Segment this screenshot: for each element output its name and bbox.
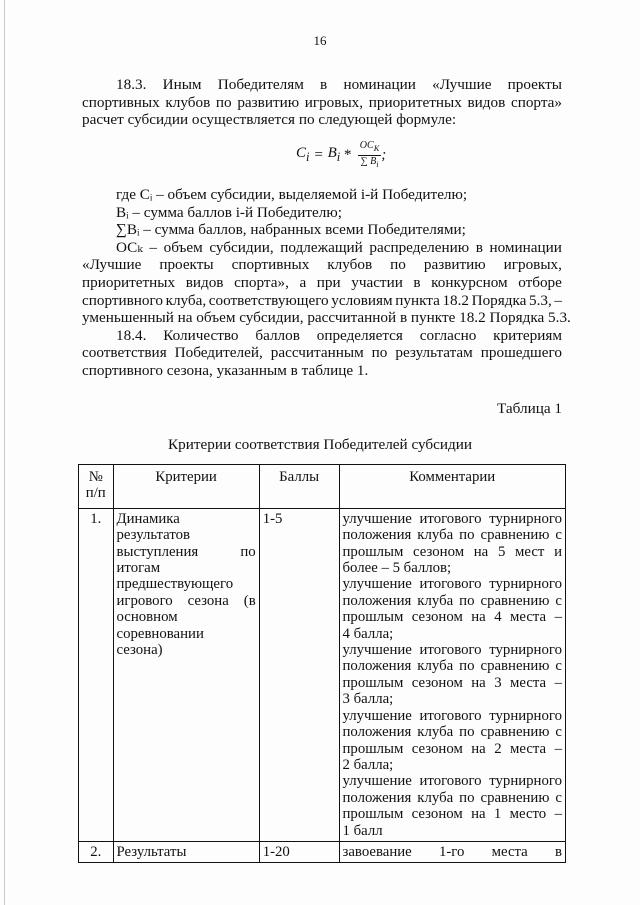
text-line <box>82 344 562 362</box>
word: места <box>510 740 547 757</box>
cell-line <box>343 790 562 806</box>
word: – <box>554 806 562 823</box>
word: – <box>554 740 562 757</box>
word: по <box>371 344 388 362</box>
paragraph-18-4 <box>82 327 562 380</box>
cell-line <box>343 708 562 724</box>
word: на <box>471 740 486 757</box>
word: сезона) <box>116 642 163 659</box>
word: по <box>459 592 475 609</box>
formula <box>296 140 386 171</box>
word: завоевание <box>342 843 412 860</box>
word: клубов <box>165 93 211 111</box>
word: – <box>554 674 562 691</box>
table-title: Критерии соответствия Победителей субсидии <box>168 436 472 453</box>
header-points: Баллы <box>259 465 339 509</box>
word: Количество <box>163 326 239 344</box>
word: 5.3, <box>528 291 552 309</box>
word: улучшение <box>342 773 412 790</box>
cell-line <box>343 626 562 642</box>
word: с <box>555 658 562 675</box>
cell-line <box>117 527 256 543</box>
text-line <box>82 362 562 380</box>
word: сезоном <box>411 740 463 757</box>
word: сезоном <box>411 609 463 626</box>
word: 18.2 <box>442 291 470 309</box>
word: в <box>475 238 483 256</box>
paragraph-18-3 <box>82 76 562 129</box>
word: спортивного <box>82 291 163 309</box>
word: определяется <box>316 326 403 344</box>
word: 1 <box>493 806 502 823</box>
word: клуба <box>417 789 454 806</box>
cell-line <box>343 593 562 609</box>
word: 18.3. <box>116 76 147 93</box>
word: 18.4. <box>116 326 147 344</box>
row-comments <box>339 841 565 862</box>
word: места <box>491 843 528 860</box>
word: место <box>509 806 547 823</box>
word: подлежащий <box>280 238 363 256</box>
cell-line <box>343 527 562 543</box>
word: улучшение <box>342 510 412 527</box>
word: турнирного <box>489 576 562 593</box>
word: 2 <box>494 740 502 757</box>
row-points: 1-5 <box>259 508 339 841</box>
word: по <box>459 789 475 806</box>
word: положения <box>342 658 412 675</box>
text-line <box>82 292 562 310</box>
word: игрового <box>116 592 173 609</box>
word: развитию <box>237 93 300 111</box>
cell-line <box>343 609 562 625</box>
word: игровых, <box>304 93 364 111</box>
cell-line <box>343 844 562 860</box>
word: итогового <box>419 510 482 527</box>
word: приоритетных <box>368 93 462 111</box>
word: – <box>554 609 562 626</box>
cell-line <box>343 773 562 789</box>
cell-line <box>343 544 562 560</box>
cell-line <box>117 544 256 560</box>
row-number: 1. <box>79 508 114 841</box>
word: видов <box>467 93 506 111</box>
table-header-row <box>79 465 566 509</box>
word: прошлым <box>342 806 404 823</box>
word: ОСₖ <box>116 238 143 256</box>
word: по <box>390 256 406 274</box>
word: уменьшенный на объем субсидии, рассчитанной в пункте 18.2 Порядка 5.3. <box>82 309 571 327</box>
word: по <box>459 527 475 544</box>
word: 4 балла; <box>342 625 394 642</box>
word: видов <box>185 273 224 291</box>
word: клуба <box>417 592 454 609</box>
cell-line <box>343 823 562 839</box>
word: на <box>471 806 486 823</box>
word: турнирного <box>489 642 562 659</box>
word: 1 балл <box>342 822 383 839</box>
word: положения <box>342 592 412 609</box>
word: итогового <box>419 576 482 593</box>
word: более – 5 баллов; <box>342 560 452 577</box>
word: сезоном <box>411 674 463 691</box>
text-line <box>82 256 562 274</box>
word: турнирного <box>489 773 562 790</box>
word: 2 балла; <box>342 756 394 773</box>
word: основном <box>116 609 178 626</box>
word: сезоном <box>413 543 465 560</box>
text-line <box>82 309 571 327</box>
definition-ock <box>82 238 571 327</box>
word: итогам <box>116 560 161 577</box>
definition-c: где Cᵢ – объем субсидии, выделяемой i-й Победителю; <box>116 186 468 203</box>
definition-sum-b: ∑Bᵢ – сумма баллов, набранных всеми Победителями; <box>116 221 466 239</box>
word: сезоном <box>411 806 463 823</box>
word: сравнению <box>480 658 550 675</box>
cell-line <box>343 642 562 658</box>
word: номинации <box>489 238 562 256</box>
text-line <box>82 111 562 129</box>
word: «Лучшие <box>82 256 142 274</box>
header-number-part: п/п <box>85 485 106 502</box>
text-line <box>82 239 562 257</box>
formula-end: ; <box>381 147 387 163</box>
word: итогового <box>419 707 482 724</box>
formula-denominator: ∑ $B_i$ <box>360 156 379 169</box>
word: 1-го <box>438 843 465 860</box>
word: – <box>554 291 562 309</box>
row-points: 1-20 <box>259 841 339 862</box>
word: Победителям <box>217 76 304 93</box>
header-criteria: Критерии <box>113 465 259 509</box>
word: по <box>459 658 475 675</box>
word: отборе <box>518 273 562 291</box>
row-criteria: Результаты <box>113 841 259 862</box>
word: предшествующего <box>116 576 234 593</box>
word: итогового <box>419 642 482 659</box>
cell-line <box>343 560 562 576</box>
word: турнирного <box>489 707 562 724</box>
word: спортивных <box>82 93 160 111</box>
word: соответствия <box>82 344 167 362</box>
formula-equals: = <box>313 147 324 163</box>
word: и <box>554 543 562 560</box>
word: спортивного сезона, указанным в таблице 1. <box>82 361 369 379</box>
page-number: 16 <box>313 33 327 48</box>
cell-line <box>343 658 562 674</box>
word: клуба <box>417 724 454 741</box>
word: сезона <box>187 592 229 609</box>
formula-numerator: $ОС_К$ <box>358 140 381 156</box>
word: улучшение <box>342 707 412 724</box>
word: положения <box>342 724 412 741</box>
row-criteria <box>113 508 259 841</box>
row-number: 2. <box>79 841 114 862</box>
word: прошлым <box>342 674 404 691</box>
word: условиям <box>331 291 393 309</box>
word: по <box>459 724 475 741</box>
word: прошедшего <box>480 344 562 362</box>
word: согласно <box>419 326 477 344</box>
word: сравнению <box>480 789 550 806</box>
word: баллов <box>255 326 300 344</box>
cell-line <box>117 642 256 658</box>
formula-b: $B_i$ <box>327 145 341 164</box>
word: прошлым <box>342 543 404 560</box>
criteria-table <box>78 464 566 863</box>
word: по <box>215 93 232 111</box>
word: спортивных <box>231 256 310 274</box>
word: 5 <box>497 543 506 560</box>
word: места <box>510 674 547 691</box>
paragraph-lines <box>82 76 562 129</box>
word: при <box>316 273 341 291</box>
word: 4 <box>494 609 502 626</box>
word: конкурсном <box>431 273 508 291</box>
word: распределению <box>369 238 470 256</box>
row-comments <box>339 508 565 841</box>
cell-line <box>117 576 256 592</box>
cell-line <box>343 806 562 822</box>
word: клуба <box>417 658 454 675</box>
word: с <box>555 527 562 544</box>
word: 3 <box>494 674 502 691</box>
word: проекты <box>159 256 214 274</box>
formula-fraction <box>358 140 381 171</box>
cell-line <box>343 511 562 527</box>
word: «Лучшие <box>432 76 492 93</box>
word: Порядка <box>471 291 527 309</box>
word: на <box>471 674 486 691</box>
cell-line <box>343 576 562 592</box>
word: клуба, <box>165 291 207 309</box>
cell-line <box>343 757 562 773</box>
word: итогового <box>419 773 482 790</box>
word: развитию <box>423 256 486 274</box>
word: соревновании <box>116 625 204 642</box>
text-line <box>82 76 562 94</box>
text-line <box>82 94 562 112</box>
header-number <box>79 465 114 509</box>
word: клуба <box>417 527 454 544</box>
word: места <box>510 609 547 626</box>
word: на <box>471 609 486 626</box>
definition-b: Bᵢ – сумма баллов i-й Победителю; <box>116 203 342 221</box>
word: расчет субсидии осуществляется по следующей формуле: <box>82 111 457 129</box>
formula-times: * <box>343 147 351 163</box>
word: прошлым <box>342 740 404 757</box>
word: в <box>320 76 328 93</box>
table-row <box>79 508 566 841</box>
word: пункта <box>395 291 440 309</box>
word: улучшение <box>342 642 412 659</box>
word: сравнению <box>480 724 550 741</box>
word: клубов <box>327 256 373 274</box>
word: турнирного <box>489 510 562 527</box>
word: спорта» <box>510 93 562 111</box>
text-line <box>82 327 562 345</box>
word: проекты <box>507 76 562 93</box>
word: с <box>555 592 562 609</box>
word: результатов <box>116 527 191 544</box>
word: в <box>413 273 421 291</box>
word: сравнению <box>480 527 550 544</box>
table-row <box>79 841 566 862</box>
word: сравнению <box>480 592 550 609</box>
cell-line <box>117 593 256 609</box>
word: соответствующего <box>208 291 329 309</box>
cell-line <box>117 560 256 576</box>
cell-line <box>117 609 256 625</box>
cell-line <box>117 511 256 527</box>
table-caption: Таблица 1 <box>497 400 562 417</box>
word: субсидии, <box>209 238 274 256</box>
word: Динамика <box>116 510 180 527</box>
word: положения <box>342 789 412 806</box>
cell-line <box>343 741 562 757</box>
text-line <box>82 274 562 292</box>
word: положения <box>342 527 412 544</box>
word: мест <box>515 543 545 560</box>
word: критериям <box>493 326 562 344</box>
word: объем <box>163 238 203 256</box>
word: участии <box>351 273 403 291</box>
word: номинации <box>343 76 416 93</box>
word: игровых, <box>503 256 562 274</box>
word: 3 балла; <box>342 691 394 708</box>
word: по <box>240 543 256 560</box>
word: приоритетных <box>82 273 176 291</box>
word: рассчитанным <box>270 344 364 362</box>
cell-line <box>343 675 562 691</box>
word: Иным <box>162 76 202 93</box>
cell-line <box>117 626 256 642</box>
definitions <box>82 186 571 380</box>
word: прошлым <box>342 609 404 626</box>
word: Победителей, <box>174 344 263 362</box>
cell-line <box>343 691 562 707</box>
word: на <box>473 543 489 560</box>
word: результатам <box>395 344 473 362</box>
formula-lhs: $C_i$ <box>296 145 310 164</box>
word: (в <box>243 592 256 609</box>
header-number-part: № <box>88 469 103 485</box>
word: улучшение <box>342 576 412 593</box>
word: а <box>299 273 307 291</box>
word: спорта», <box>234 273 289 291</box>
word: с <box>555 724 562 741</box>
cell-line <box>343 724 562 740</box>
word: с <box>555 789 562 806</box>
header-comments: Комментарии <box>339 465 565 509</box>
word: – <box>149 238 158 256</box>
word: в <box>554 843 562 860</box>
word: выступления <box>116 543 199 560</box>
